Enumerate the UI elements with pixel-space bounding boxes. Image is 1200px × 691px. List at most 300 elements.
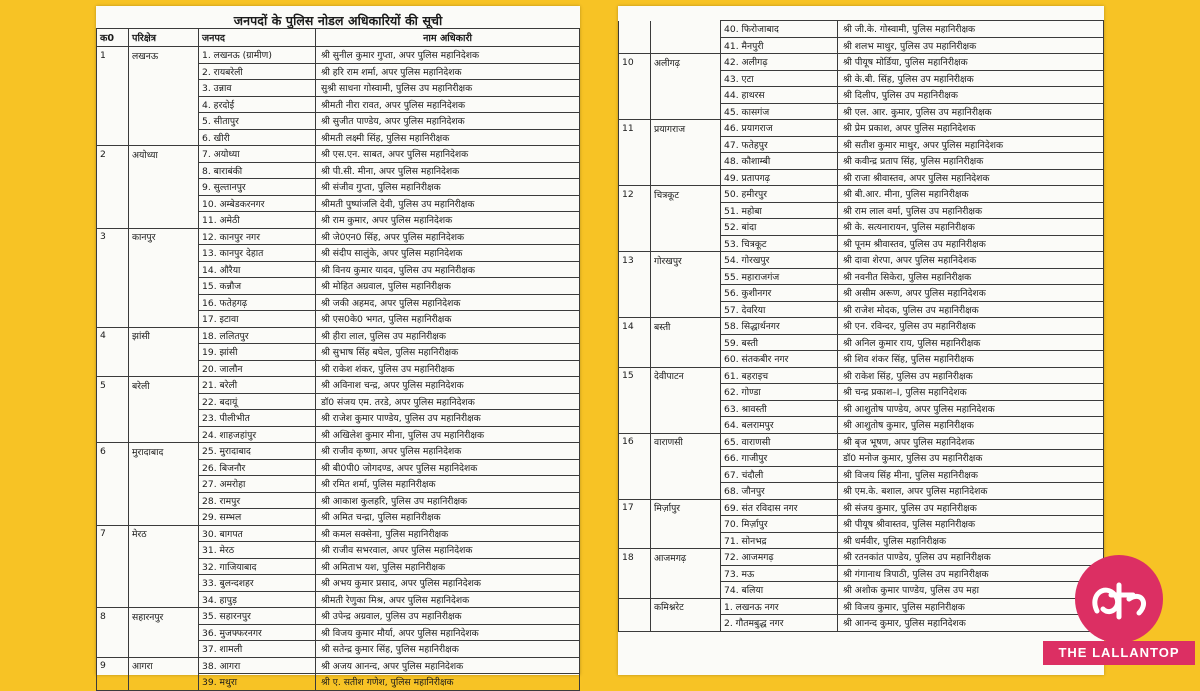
- cell-zone: मेरठ: [129, 525, 199, 542]
- cell-zone: [129, 245, 199, 262]
- cell-sno: [619, 450, 651, 467]
- table-row: [619, 268, 1104, 285]
- cell-district: 7. अयोध्या: [199, 146, 316, 163]
- cell-officer: श्री अशोक कुमार पाण्डेय, पुलिस उप महा: [838, 582, 1104, 599]
- cell-district: 17. इटावा: [199, 311, 316, 328]
- table-row: [619, 351, 1104, 368]
- cell-sno: [619, 285, 651, 302]
- table-row: [97, 393, 580, 410]
- cell-zone: [129, 63, 199, 80]
- cell-officer: श्री एस.एन. साबत, अपर पुलिस महानिदेशक: [316, 146, 580, 163]
- cell-officer: श्री बृज भूषण, अपर पुलिस महानिदेशक: [838, 433, 1104, 450]
- header-zone: परिक्षेत्र: [129, 29, 199, 47]
- document-page-right: [618, 6, 1104, 675]
- cell-zone: अयोध्या: [129, 146, 199, 163]
- cell-sno: [619, 219, 651, 236]
- cell-zone: [129, 575, 199, 592]
- cell-officer: श्री अखिलेश कुमार मीना, पुलिस उप महानिरीक्षक: [316, 426, 580, 443]
- cell-sno: 17: [619, 499, 651, 516]
- cell-zone: आगरा: [129, 657, 199, 674]
- table-row: [619, 615, 1104, 632]
- table-row: [97, 591, 580, 608]
- cell-zone: [129, 360, 199, 377]
- table-row: [97, 80, 580, 97]
- cell-sno: [97, 162, 129, 179]
- cell-officer: श्री बी0पी0 जोगदण्ड, अपर पुलिस महानिदेशक: [316, 459, 580, 476]
- cell-district: 9. सुल्तानपुर: [199, 179, 316, 196]
- cell-officer: श्री अजय आनन्द, अपर पुलिस महानिदेशक: [316, 657, 580, 674]
- cell-zone: [129, 294, 199, 311]
- cell-sno: [97, 278, 129, 295]
- cell-zone: आजमगढ़: [651, 549, 721, 566]
- cell-zone: चित्रकूट: [651, 186, 721, 203]
- table-row: [619, 582, 1104, 599]
- cell-sno: [97, 195, 129, 212]
- table-row: [619, 301, 1104, 318]
- table-row: [619, 450, 1104, 467]
- cell-sno: [97, 63, 129, 80]
- table-row: [619, 186, 1104, 203]
- cell-sno: [619, 268, 651, 285]
- cell-district: 6. खीरी: [199, 129, 316, 146]
- table-row: [97, 113, 580, 130]
- cell-officer: श्री विजय कुमार, पुलिस महानिरीक्षक: [838, 598, 1104, 615]
- cell-sno: [619, 235, 651, 252]
- cell-zone: [651, 87, 721, 104]
- cell-zone: झांसी: [129, 327, 199, 344]
- cell-district: 64. बलरामपुर: [721, 417, 838, 434]
- cell-sno: [619, 334, 651, 351]
- cell-officer: श्री धर्मवीर, पुलिस महानिरीक्षक: [838, 532, 1104, 549]
- cell-zone: [129, 344, 199, 361]
- cell-zone: [651, 334, 721, 351]
- cell-district: 34. हापुड़: [199, 591, 316, 608]
- table-row: [97, 641, 580, 658]
- cell-district: 22. बदायूं: [199, 393, 316, 410]
- cell-district: 1. लखनऊ नगर: [721, 598, 838, 615]
- cell-district: 8. बाराबंकी: [199, 162, 316, 179]
- cell-sno: [97, 393, 129, 410]
- brand-logo: [1043, 555, 1195, 667]
- cell-officer: श्री संदीप सालुंके, अपर पुलिस महानिदेशक: [316, 245, 580, 262]
- cell-zone: [129, 311, 199, 328]
- cell-sno: 3: [97, 228, 129, 245]
- cell-district: 24. शाहजहांपुर: [199, 426, 316, 443]
- cell-sno: 16: [619, 433, 651, 450]
- cell-zone: [651, 219, 721, 236]
- cell-zone: [129, 624, 199, 641]
- cell-officer: श्री हीरा लाल, पुलिस उप महानिरीक्षक: [316, 327, 580, 344]
- cell-officer: श्री पीयूष मोर्डिया, पुलिस महानिरीक्षक: [838, 54, 1104, 71]
- cell-zone: [129, 278, 199, 295]
- cell-zone: गोरखपुर: [651, 252, 721, 269]
- cell-district: 2. रायबरेली: [199, 63, 316, 80]
- table-row: [619, 400, 1104, 417]
- cell-district: 26. बिजनौर: [199, 459, 316, 476]
- cell-sno: [619, 351, 651, 368]
- cell-sno: [619, 400, 651, 417]
- cell-zone: [129, 212, 199, 229]
- cell-officer: श्री पूनम श्रीवास्तव, पुलिस उप महानिरीक्षक: [838, 235, 1104, 252]
- cell-sno: [97, 212, 129, 229]
- cell-district: 12. कानपुर नगर: [199, 228, 316, 245]
- brand-name: THE LALLANTOP: [1043, 641, 1195, 665]
- cell-officer: श्रीमती लक्ष्मी सिंह, पुलिस महानिरीक्षक: [316, 129, 580, 146]
- table-row: [97, 311, 580, 328]
- cell-district: 31. मेरठ: [199, 542, 316, 559]
- cell-officer: श्री के. सत्यनारायन, पुलिस महानिरीक्षक: [838, 219, 1104, 236]
- cell-zone: [651, 400, 721, 417]
- table-row: [619, 37, 1104, 54]
- cell-zone: [651, 351, 721, 368]
- cell-officer: श्री अविनाश चन्द्र, अपर पुलिस महानिदेशक: [316, 377, 580, 394]
- cell-district: 74. बलिया: [721, 582, 838, 599]
- cell-district: 10. अम्बेडकरनगर: [199, 195, 316, 212]
- cell-officer: सुश्री साधना गोस्वामी, पुलिस उप महानिरीक्षक: [316, 80, 580, 97]
- cell-sno: [619, 37, 651, 54]
- table-row: [97, 294, 580, 311]
- cell-officer: श्री राजा श्रीवास्तव, अपर पुलिस महानिदेशक: [838, 169, 1104, 186]
- cell-officer: श्री राजेश मोदक, पुलिस उप महानिरीक्षक: [838, 301, 1104, 318]
- table-row: [97, 360, 580, 377]
- cell-district: 40. फिरोजाबाद: [721, 21, 838, 38]
- cell-district: 32. गाजियाबाद: [199, 558, 316, 575]
- cell-district: 71. सोनभद्र: [721, 532, 838, 549]
- cell-sno: 5: [97, 377, 129, 394]
- table-row: [619, 54, 1104, 71]
- table-row: [619, 334, 1104, 351]
- cell-zone: [651, 516, 721, 533]
- cell-district: 30. बागपत: [199, 525, 316, 542]
- document-title: जनपदों के पुलिस नोडल अधिकारियों की सूची: [233, 13, 443, 28]
- table-row: [97, 492, 580, 509]
- table-row: [97, 674, 580, 691]
- cell-district: 28. रामपुर: [199, 492, 316, 509]
- cell-district: 16. फतेहगढ़: [199, 294, 316, 311]
- cell-sno: [619, 516, 651, 533]
- cell-officer: श्री शिव शंकर सिंह, पुलिस महानिरीक्षक: [838, 351, 1104, 368]
- cell-district: 37. शामली: [199, 641, 316, 658]
- cell-district: 23. पीलीभीत: [199, 410, 316, 427]
- cell-sno: 10: [619, 54, 651, 71]
- cell-zone: [651, 301, 721, 318]
- cell-sno: [619, 87, 651, 104]
- cell-officer: श्री रमित शर्मा, पुलिस महानिरीक्षक: [316, 476, 580, 493]
- table-row: [619, 252, 1104, 269]
- table-row: [97, 146, 580, 163]
- cell-zone: [651, 582, 721, 599]
- table-row: [97, 278, 580, 295]
- cell-district: 4. हरदोई: [199, 96, 316, 113]
- table-row: [619, 367, 1104, 384]
- cell-sno: [619, 417, 651, 434]
- cell-officer: श्री पीयूष श्रीवास्तव, पुलिस महानिरीक्षक: [838, 516, 1104, 533]
- table-row: [619, 235, 1104, 252]
- table-row: [97, 410, 580, 427]
- cell-sno: [619, 136, 651, 153]
- cell-officer: श्री के.बी. सिंह, पुलिस उप महानिरीक्षक: [838, 70, 1104, 87]
- table-row: [619, 598, 1104, 615]
- cell-sno: [619, 21, 651, 38]
- table-row: [97, 96, 580, 113]
- cell-district: 68. जौनपुर: [721, 483, 838, 500]
- cell-sno: [97, 80, 129, 97]
- cell-district: 47. फतेहपुर: [721, 136, 838, 153]
- cell-sno: [97, 129, 129, 146]
- table-row: [97, 377, 580, 394]
- table-row: [619, 136, 1104, 153]
- cell-officer: श्री जी.के. गोस्वामी, पुलिस महानिरीक्षक: [838, 21, 1104, 38]
- cell-zone: [129, 591, 199, 608]
- cell-officer: श्री राम लाल वर्मा, पुलिस उप महानिरीक्षक: [838, 202, 1104, 219]
- cell-officer: श्री सतेन्द्र कुमार सिंह, पुलिस महानिरीक्षक: [316, 641, 580, 658]
- cell-zone: [651, 268, 721, 285]
- cell-officer: श्री उपेन्द्र अग्रवाल, पुलिस उप महानिरीक्षक: [316, 608, 580, 625]
- cell-zone: [129, 459, 199, 476]
- cell-zone: मिर्ज़ापुर: [651, 499, 721, 516]
- cell-sno: [619, 301, 651, 318]
- cell-officer: श्री राजेश कुमार पाण्डेय, पुलिस उप महानिरीक्षक: [316, 410, 580, 427]
- table-row: [97, 327, 580, 344]
- cell-officer: श्री अमिताभ यश, पुलिस महानिरीक्षक: [316, 558, 580, 575]
- cell-zone: [129, 410, 199, 427]
- table-row: [619, 169, 1104, 186]
- cell-officer: श्री जकी अहमद, अपर पुलिस महानिदेशक: [316, 294, 580, 311]
- cell-sno: [97, 179, 129, 196]
- cell-sno: 11: [619, 120, 651, 137]
- cell-zone: सहारनपुर: [129, 608, 199, 625]
- cell-sno: [97, 624, 129, 641]
- cell-sno: [619, 582, 651, 599]
- cell-officer: श्री कमल सक्सेना, पुलिस महानिरीक्षक: [316, 525, 580, 542]
- cell-sno: 7: [97, 525, 129, 542]
- cell-district: 46. प्रयागराज: [721, 120, 838, 137]
- cell-district: 45. कासगंज: [721, 103, 838, 120]
- cell-sno: 1: [97, 47, 129, 64]
- cell-zone: [651, 235, 721, 252]
- cell-zone: मुरादाबाद: [129, 443, 199, 460]
- cell-district: 44. हाथरस: [721, 87, 838, 104]
- table-row: [97, 509, 580, 526]
- cell-district: 1. लखनऊ (ग्रामीण): [199, 47, 316, 64]
- table-row: [97, 63, 580, 80]
- table-row: [97, 443, 580, 460]
- cell-officer: श्री चन्द्र प्रकाश–I, पुलिस महानिदेशक: [838, 384, 1104, 401]
- cell-sno: [619, 169, 651, 186]
- cell-officer: श्री जे0एन0 सिंह, अपर पुलिस महानिदेशक: [316, 228, 580, 245]
- cell-officer: श्री संजीव गुप्ता, पुलिस महानिरीक्षक: [316, 179, 580, 196]
- table-row: [97, 344, 580, 361]
- cell-officer: श्री विजय सिंह मीना, पुलिस महानिरीक्षक: [838, 466, 1104, 483]
- cell-district: 49. प्रतापगढ़: [721, 169, 838, 186]
- table-row: [619, 202, 1104, 219]
- cell-district: 42. अलीगढ़: [721, 54, 838, 71]
- cell-zone: [651, 417, 721, 434]
- cell-sno: 13: [619, 252, 651, 269]
- cell-sno: [97, 426, 129, 443]
- table-row: [619, 384, 1104, 401]
- cell-district: 52. बांदा: [721, 219, 838, 236]
- cell-zone: [651, 202, 721, 219]
- cell-district: 43. एटा: [721, 70, 838, 87]
- header-officer: नाम अधिकारी: [316, 29, 580, 47]
- table-row: [619, 516, 1104, 533]
- cell-sno: [619, 532, 651, 549]
- table-row: [619, 120, 1104, 137]
- cell-sno: 2: [97, 146, 129, 163]
- cell-zone: [129, 641, 199, 658]
- cell-district: 36. मुजफ्फरनगर: [199, 624, 316, 641]
- cell-officer: श्री कवीन्द्र प्रताप सिंह, पुलिस महानिरीक्षक: [838, 153, 1104, 170]
- table-row: [619, 532, 1104, 549]
- cell-sno: 15: [619, 367, 651, 384]
- cell-sno: [97, 674, 129, 691]
- cell-officer: श्री अनिल कुमार राय, पुलिस महानिरीक्षक: [838, 334, 1104, 351]
- cell-zone: [129, 261, 199, 278]
- lallantop-logo-icon: [1075, 555, 1163, 643]
- cell-officer: श्री राजीव कृष्णा, अपर पुलिस महानिदेशक: [316, 443, 580, 460]
- cell-zone: [129, 195, 199, 212]
- cell-district: 38. आगरा: [199, 657, 316, 674]
- cell-district: 61. बहराइच: [721, 367, 838, 384]
- cell-district: 29. सम्भल: [199, 509, 316, 526]
- cell-district: 65. वाराणसी: [721, 433, 838, 450]
- cell-zone: [129, 129, 199, 146]
- cell-district: 21. बरेली: [199, 377, 316, 394]
- cell-zone: [651, 153, 721, 170]
- cell-district: 35. सहारनपुर: [199, 608, 316, 625]
- table-row: [97, 624, 580, 641]
- cell-sno: [619, 384, 651, 401]
- cell-officer: श्री ए. सतीश गणेश, पुलिस महानिरीक्षक: [316, 674, 580, 691]
- cell-officer: श्री एन. रविन्दर, पुलिस उप महानिरीक्षक: [838, 318, 1104, 335]
- cell-zone: [129, 179, 199, 196]
- cell-zone: बस्ती: [651, 318, 721, 335]
- table-row: [619, 417, 1104, 434]
- cell-zone: बरेली: [129, 377, 199, 394]
- table-row: [619, 219, 1104, 236]
- cell-sno: [619, 466, 651, 483]
- table-row: [619, 285, 1104, 302]
- header-district: जनपद: [199, 29, 316, 47]
- cell-district: 2. गौतमबुद्ध नगर: [721, 615, 838, 632]
- cell-district: 14. औरैया: [199, 261, 316, 278]
- cell-zone: [651, 384, 721, 401]
- cell-district: 11. अमेठी: [199, 212, 316, 229]
- cell-zone: [129, 96, 199, 113]
- table-row: [97, 212, 580, 229]
- cell-officer: श्री सुभाष सिंह बघेल, पुलिस महानिरीक्षक: [316, 344, 580, 361]
- cell-district: 33. बुलन्दशहर: [199, 575, 316, 592]
- cell-zone: [651, 21, 721, 38]
- cell-zone: [651, 136, 721, 153]
- cell-district: 18. ललितपुर: [199, 327, 316, 344]
- cell-officer: श्रीमती रेणुका मिश्र, अपर पुलिस महानिदेशक: [316, 591, 580, 608]
- cell-officer: श्री अमित चन्द्रा, पुलिस महानिरीक्षक: [316, 509, 580, 526]
- cell-officer: श्री एम.के. बशाल, अपर पुलिस महानिदेशक: [838, 483, 1104, 500]
- cell-sno: [97, 245, 129, 262]
- cell-zone: [129, 476, 199, 493]
- cell-officer: श्री राकेश शंकर, पुलिस उप महानिरीक्षक: [316, 360, 580, 377]
- cell-sno: 18: [619, 549, 651, 566]
- table-row: [619, 153, 1104, 170]
- cell-sno: [619, 483, 651, 500]
- cell-officer: डॉ0 मनोज कुमार, पुलिस उप महानिरीक्षक: [838, 450, 1104, 467]
- cell-officer: श्री आशुतोष कुमार, पुलिस महानिरीक्षक: [838, 417, 1104, 434]
- cell-district: 54. गोरखपुर: [721, 252, 838, 269]
- cell-district: 48. कौशाम्बी: [721, 153, 838, 170]
- table-row: [97, 426, 580, 443]
- table-row: [97, 476, 580, 493]
- cell-zone: लखनऊ: [129, 47, 199, 64]
- cell-officer: श्री एस0के0 भगत, पुलिस महानिरीक्षक: [316, 311, 580, 328]
- cell-district: 67. चंदौली: [721, 466, 838, 483]
- officer-table-left: [96, 28, 580, 691]
- cell-zone: [129, 162, 199, 179]
- cell-zone: [651, 483, 721, 500]
- cell-sno: [619, 565, 651, 582]
- cell-officer: श्री गंगानाथ त्रिपाठी, पुलिस उप महानिरीक्षक: [838, 565, 1104, 582]
- cell-officer: श्री दावा शेरपा, अपर पुलिस महानिदेशक: [838, 252, 1104, 269]
- cell-officer: श्रीमती पुष्पांजलि देवी, पुलिस उप महानिरीक्षक: [316, 195, 580, 212]
- cell-officer: श्री राकेश सिंह, पुलिस उप महानिरीक्षक: [838, 367, 1104, 384]
- table-row: [619, 87, 1104, 104]
- cell-district: 51. महोबा: [721, 202, 838, 219]
- table-row: [97, 459, 580, 476]
- cell-district: 72. आजमगढ़: [721, 549, 838, 566]
- cell-officer: श्री मोहित अग्रवाल, पुलिस महानिरीक्षक: [316, 278, 580, 295]
- cell-officer: डॉ0 संजय एम. तरडे, अपर पुलिस महानिदेशक: [316, 393, 580, 410]
- cell-officer: श्री आकाश कुलहरि, पुलिस उप महानिरीक्षक: [316, 492, 580, 509]
- cell-district: 15. कन्नौज: [199, 278, 316, 295]
- cell-officer: श्री सुजीत पाण्डेय, अपर पुलिस महानिदेशक: [316, 113, 580, 130]
- table-header-row: [97, 29, 580, 47]
- cell-officer: श्री राम कुमार, अपर पुलिस महानिदेशक: [316, 212, 580, 229]
- cell-sno: [97, 509, 129, 526]
- cell-sno: [619, 153, 651, 170]
- cell-district: 25. मुरादाबाद: [199, 443, 316, 460]
- cell-district: 62. गोण्डा: [721, 384, 838, 401]
- table-row: [619, 103, 1104, 120]
- cell-officer: श्री विनय कुमार यादव, पुलिस उप महानिरीक्षक: [316, 261, 580, 278]
- cell-officer: श्री एल. आर. कुमार, पुलिस उप महानिरीक्षक: [838, 103, 1104, 120]
- cell-district: 5. सीतापुर: [199, 113, 316, 130]
- cell-officer: श्रीमती नीरा रावत, अपर पुलिस महानिदेशक: [316, 96, 580, 113]
- cell-district: 13. कानपुर देहात: [199, 245, 316, 262]
- cell-sno: [97, 492, 129, 509]
- table-row: [97, 245, 580, 262]
- table-row: [97, 195, 580, 212]
- table-row: [97, 162, 580, 179]
- cell-sno: [97, 591, 129, 608]
- cell-zone: [129, 558, 199, 575]
- cell-zone: [129, 509, 199, 526]
- cell-sno: [619, 615, 651, 632]
- cell-sno: 4: [97, 327, 129, 344]
- table-row: [619, 433, 1104, 450]
- cell-sno: [97, 344, 129, 361]
- cell-sno: [97, 558, 129, 575]
- table-row: [619, 483, 1104, 500]
- cell-sno: 12: [619, 186, 651, 203]
- cell-sno: [97, 294, 129, 311]
- cell-zone: देवीपाटन: [651, 367, 721, 384]
- cell-district: 57. देवरिया: [721, 301, 838, 318]
- header-sno: क0: [97, 29, 129, 47]
- cell-zone: [129, 426, 199, 443]
- cell-sno: 6: [97, 443, 129, 460]
- cell-district: 63. श्रावस्ती: [721, 400, 838, 417]
